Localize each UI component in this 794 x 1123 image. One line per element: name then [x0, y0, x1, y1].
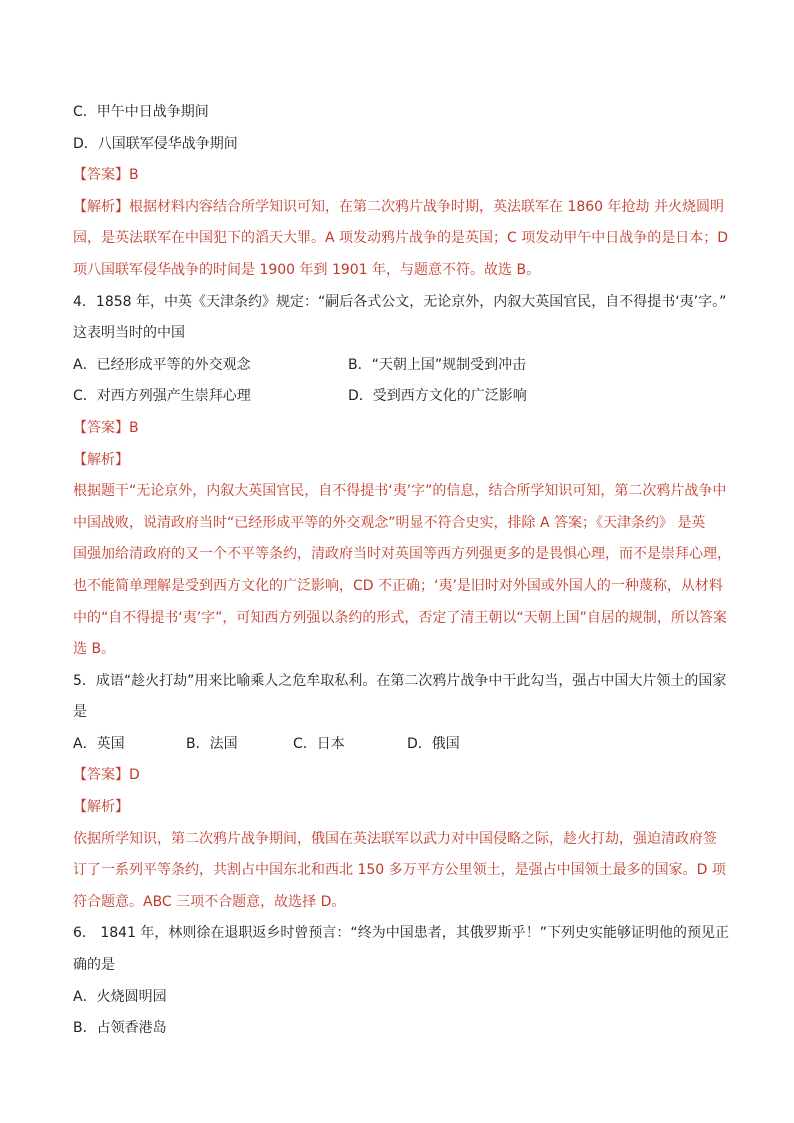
- q5-analysis-tag: 【解析】: [73, 799, 129, 816]
- q4-analysis-line-1: 根据题干“无论京外，内叙大英国官民，自不得提书‘夷’字”的信息，结合所学知识可知，第二次鸦片战争中: [73, 483, 727, 500]
- q4-option-d: D．受到西方文化的广泛影响: [348, 388, 527, 405]
- q4-option-c: C．对西方列强产生崇拜心理: [73, 388, 251, 405]
- answer-value: B: [129, 167, 139, 184]
- q3-analysis-line-3: 项八国联军侵华战争的时间是 1900 年到 1901 年，与题意不符。故选 B。: [73, 261, 541, 278]
- q6-stem-line-1: 6． 1841 年，林则徐在退职返乡时曾预言：“终为中国患者，其俄罗斯乎！”下列史实能够证明他的预见正: [73, 925, 729, 942]
- q5-option-c: C．日本: [293, 735, 345, 752]
- q4-analysis-line-6: 选 B。: [73, 641, 116, 658]
- answer-tag: 【答案】: [73, 167, 129, 184]
- q3-analysis-line-2: 园，是英法联军在中国犯下的滔天大罪。A 项发动鸦片战争的是英国；C 项发动甲午中日战争的是日本；D: [73, 230, 729, 247]
- q5-analysis-line-2: 订了一系列平等条约，共割占中国东北和西北 150 多万平方公里领土，是强占中国领土最多的国家。D 项: [73, 862, 726, 879]
- answer-tag: 【答案】: [73, 767, 129, 784]
- q4-option-a: A．已经形成平等的外交观念: [73, 356, 251, 373]
- q5-stem-line-1: 5．成语“趁火打劫”用来比喻乘人之危牟取私利。在第二次鸦片战争中干此勾当，强占中国大片领土的国家: [73, 672, 727, 689]
- q4-analysis-line-3: 国强加给清政府的又一个不平等条约，清政府当时对英国等西方列强更多的是畏惧心理，而不是崇拜心理，: [73, 546, 731, 563]
- q4-option-b: B．“天朝上国”规制受到冲击: [348, 356, 527, 373]
- q5-option-b: B．法国: [186, 735, 238, 752]
- q3-analysis-line-1: [73, 192, 723, 224]
- q5-stem-line-2: 是: [73, 704, 87, 721]
- q3-option-c: C．甲午中日战争期间: [73, 104, 209, 120]
- q3-answer: [73, 160, 723, 192]
- answer-value: B: [129, 419, 139, 436]
- q4-analysis-line-2: 中国战败，说清政府当时“已经形成平等的外交观念”明显不符合史实，排除 A 答案；《天津条约》 是英: [73, 514, 706, 531]
- answer-value: D: [129, 767, 140, 784]
- q4-analysis-line-5: 中的“自不得提书‘夷’字”，可知西方列强以条约的形式，否定了清王朝以“天朝上国”自居的规制，所以答案: [73, 609, 727, 626]
- q5-analysis-line-3: 符合题意。ABC 三项不合题意，故选择 D。: [73, 893, 346, 910]
- q4-analysis-tag: 【解析】: [73, 451, 129, 468]
- q6-option-b: B．占领香港岛: [73, 1020, 167, 1037]
- analysis-text: 根据材料内容结合所学知识可知，在第二次鸦片战争时期，英法联军在 1860 年抢劫 并火烧圆明: [129, 198, 724, 215]
- document-page: [73, 97, 731, 1045]
- q4-options-row-1: [73, 350, 723, 382]
- q5-analysis-line-1: 依据所学知识，第二次鸦片战争期间，俄国在英法联军以武力对中国侵略之际，趁火打劫，强迫清政府签: [73, 830, 717, 847]
- q4-answer: [73, 413, 723, 445]
- q4-options-row-2: [73, 381, 723, 413]
- q5-answer: [73, 760, 723, 792]
- answer-tag: 【答案】: [73, 419, 129, 436]
- q5-option-a: A．英国: [73, 735, 125, 752]
- q5-option-d: D．俄国: [407, 735, 460, 752]
- q3-option-d: D．八国联军侵华战争期间: [73, 135, 238, 152]
- q4-stem-line-2: 这表明当时的中国: [73, 325, 185, 342]
- q6-stem-line-2: 确的是: [73, 957, 115, 974]
- q5-options-row: [73, 729, 723, 761]
- q6-option-a: A．火烧圆明园: [73, 988, 167, 1005]
- analysis-tag: 【解析】: [73, 198, 129, 215]
- q4-stem-line-1: 4．1858 年，中英《天津条约》规定：“嗣后各式公文，无论京外，内叙大英国官民，自不得提书‘夷’字。”: [73, 293, 727, 310]
- q4-analysis-line-4: 也不能简单理解是受到西方文化的广泛影响，CD 不正确；‘夷’是旧时对外国或外国人的一种蔑称，从材料: [73, 577, 723, 594]
